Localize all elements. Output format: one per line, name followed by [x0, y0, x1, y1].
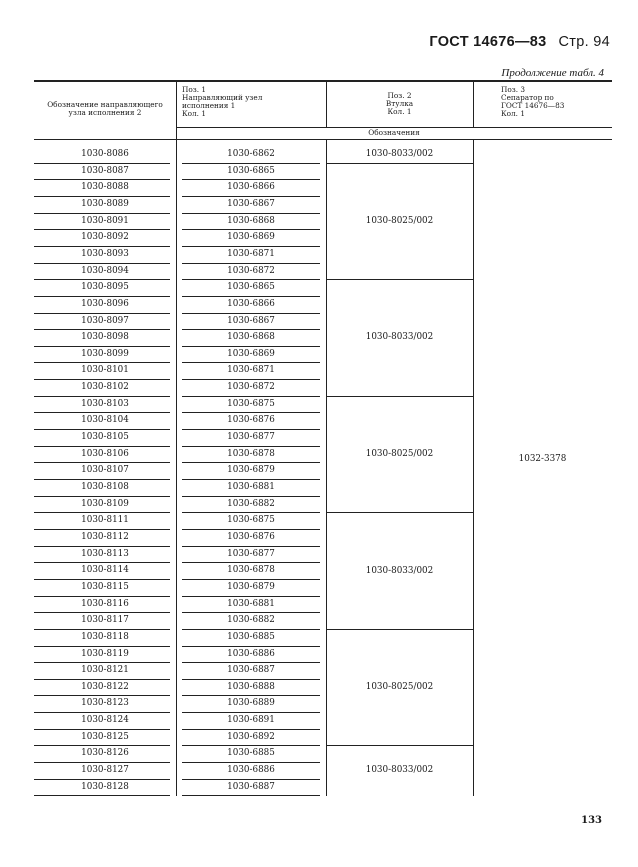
table-cell-col1: 1030-8089: [81, 198, 129, 209]
table-cell-col2: 1030-6869: [227, 232, 275, 243]
table-cell-col2: 1030-6871: [227, 365, 275, 376]
col4-header-line: ГОСТ 14676—83: [501, 101, 565, 110]
col-divider-3: [473, 80, 474, 127]
table-cell-col2: 1030-6866: [227, 298, 275, 309]
table-cell-col2: 1030-6885: [227, 631, 275, 642]
col3-header-line: Втулка: [385, 99, 414, 108]
table-cell-col1: 1030-8121: [81, 665, 129, 676]
table-cell-col2: 1030-6876: [227, 415, 275, 426]
col3-group-rule: [326, 512, 473, 513]
table-cell-col1: 1030-8088: [81, 182, 129, 193]
table-cell-col1: 1030-8096: [81, 298, 129, 309]
table-cell-col1: 1030-8108: [81, 482, 129, 492]
table-cell-col2: 1030-6881: [227, 482, 275, 492]
table-cell-col2: 1030-6892: [227, 731, 275, 742]
table-cell-col1: 1030-8116: [81, 598, 129, 609]
table-cell-col1: 1030-8123: [81, 698, 129, 709]
header-bottom-rule: [34, 139, 612, 140]
col3-header: [326, 92, 473, 116]
table-cell-col1: 1030-8086: [81, 149, 129, 159]
table-cell-col1: 1030-8104: [81, 415, 129, 426]
table-cell-col1: 1030-8097: [81, 315, 129, 326]
table-cell-col1: 1030-8124: [81, 715, 129, 726]
table-cell-col2: 1030-6862: [227, 149, 275, 159]
table-cell-col1: 1030-8112: [81, 531, 129, 542]
col3-group-rule: [326, 279, 473, 280]
table-cell-col2: 1030-6891: [227, 715, 275, 726]
col3-group-rule: [326, 629, 473, 630]
table-cell-col2: 1030-6887: [227, 665, 275, 676]
table-cell-col2: 1030-6878: [227, 448, 275, 459]
col3-group-value: 1030-8025/002: [365, 449, 434, 460]
table-cell-col2: 1030-6878: [227, 565, 275, 576]
subheader-label: Обозначения: [368, 128, 420, 137]
col2-header-line: Кол. 1: [182, 109, 206, 118]
table-cell-col2: 1030-6889: [227, 698, 275, 709]
table-cell-col2: 1030-6867: [227, 315, 275, 326]
table-cell-col1: 1030-8101: [81, 365, 129, 376]
col3-group-value: 1030-8025/002: [365, 215, 434, 226]
table-cell-col2: 1030-6888: [227, 681, 275, 692]
col1-header: [34, 101, 176, 117]
col3-group-value: 1030-8033/002: [365, 332, 434, 343]
col3-group-rule: [326, 163, 473, 164]
table-cell-col2: 1030-6886: [227, 765, 275, 776]
table-cell-col1: 1030-8098: [81, 332, 129, 343]
table-cell-col2: 1030-6872: [227, 265, 275, 276]
table-cell-col1: 1030-8102: [81, 382, 129, 393]
table-cell-col1: 1030-8122: [81, 681, 129, 692]
col2-header-line: исполнения 1: [182, 101, 236, 110]
col3-group-rule: [326, 396, 473, 397]
standard-code: ГОСТ 14676—83: [429, 34, 547, 50]
table-cell-col1: 1030-8127: [81, 765, 129, 776]
col4-header-line: Сепаратор по: [501, 93, 554, 102]
table-cell-col1: 1030-8128: [81, 781, 129, 792]
table-cell-col2: 1030-6876: [227, 531, 275, 542]
table-cell-col2: 1030-6875: [227, 398, 275, 409]
row-rule-col2: [182, 795, 320, 796]
col3-group-value: 1030-8033/002: [365, 149, 434, 160]
table-cell-col1: 1030-8095: [81, 282, 129, 293]
col3-header-line: Поз. 2: [387, 91, 412, 100]
table-cell-col1: 1030-8118: [81, 631, 129, 642]
table-cell-col1: 1030-8099: [81, 348, 129, 359]
table-cell-col2: 1030-6886: [227, 648, 275, 659]
table-cell-col2: 1030-6869: [227, 348, 275, 359]
table-cell-col2: 1030-6867: [227, 198, 275, 209]
col3-group-value: 1030-8033/002: [365, 765, 434, 776]
col1-header-line: узла исполнения 2: [68, 108, 142, 117]
table-cell-col2: 1030-6865: [227, 282, 275, 293]
table-top-rule: [34, 80, 612, 82]
table-cell-col2: 1030-6877: [227, 548, 275, 559]
col4-header-line: Поз. 3: [501, 85, 526, 94]
table-cell-col1: 1030-8126: [81, 748, 129, 759]
table-cell-col1: 1030-8119: [81, 648, 129, 659]
table-cell-col2: 1030-6875: [227, 515, 275, 526]
continuation-label: Продолжение табл. 4: [501, 67, 604, 79]
col4-value: 1032-3378: [518, 453, 567, 464]
table-cell-col1: 1030-8107: [81, 465, 129, 476]
table-cell-col2: 1030-6887: [227, 781, 275, 792]
table-cell-col1: 1030-8105: [81, 432, 129, 443]
page-label: Стр. 94: [558, 34, 610, 50]
col3-header-line: Кол. 1: [387, 107, 412, 116]
col3-group-rule: [326, 745, 473, 746]
table-cell-col1: 1030-8087: [81, 165, 129, 176]
table-cell-col1: 1030-8115: [81, 581, 129, 592]
table-cell-col2: 1030-6871: [227, 248, 275, 259]
table-cell-col2: 1030-6882: [227, 498, 275, 509]
table-cell-col2: 1030-6865: [227, 165, 275, 176]
table-cell-col1: 1030-8103: [81, 398, 129, 409]
table-cell-col1: 1030-8091: [81, 215, 129, 226]
col2-header-line: Направляющий узел: [182, 93, 263, 102]
col3-group-value: 1030-8033/002: [365, 565, 434, 576]
col-divider-2-body: [326, 139, 327, 796]
col4-header-line: Кол. 1: [501, 109, 525, 118]
table-cell-col2: 1030-6868: [227, 215, 275, 226]
col2-header: [182, 86, 262, 118]
table-cell-col1: 1030-8106: [81, 448, 129, 459]
table-cell-col1: 1030-8111: [81, 515, 129, 526]
col2-header-line: Поз. 1: [182, 85, 207, 94]
table-cell-col2: 1030-6881: [227, 598, 275, 609]
table-cell-col2: 1030-6868: [227, 332, 275, 343]
table-cell-col2: 1030-6879: [227, 465, 275, 476]
table-cell-col1: 1030-8093: [81, 248, 129, 259]
table-cell-col1: 1030-8117: [81, 615, 129, 626]
table-cell-col1: 1030-8114: [81, 565, 129, 576]
table-cell-col1: 1030-8094: [81, 265, 129, 276]
standard-title: [429, 34, 610, 50]
col1-header-line: Обозначение направляющего: [47, 100, 163, 109]
col4-header: [501, 86, 564, 118]
table-cell-col2: 1030-6866: [227, 182, 275, 193]
row-rule-col1: [34, 795, 170, 796]
table-cell-col1: 1030-8092: [81, 232, 129, 243]
table-cell-col2: 1030-6879: [227, 581, 275, 592]
col-divider-3-body: [473, 139, 474, 796]
table-cell-col1: 1030-8113: [81, 548, 129, 559]
table-cell-col2: 1030-6885: [227, 748, 275, 759]
page-number: 133: [581, 815, 602, 826]
table-cell-col1: 1030-8125: [81, 731, 129, 742]
table-cell-col1: 1030-8109: [81, 498, 129, 509]
table-cell-col2: 1030-6872: [227, 382, 275, 393]
col3-group-value: 1030-8025/002: [365, 682, 434, 693]
table-cell-col2: 1030-6882: [227, 615, 275, 626]
table-cell-col2: 1030-6877: [227, 432, 275, 443]
